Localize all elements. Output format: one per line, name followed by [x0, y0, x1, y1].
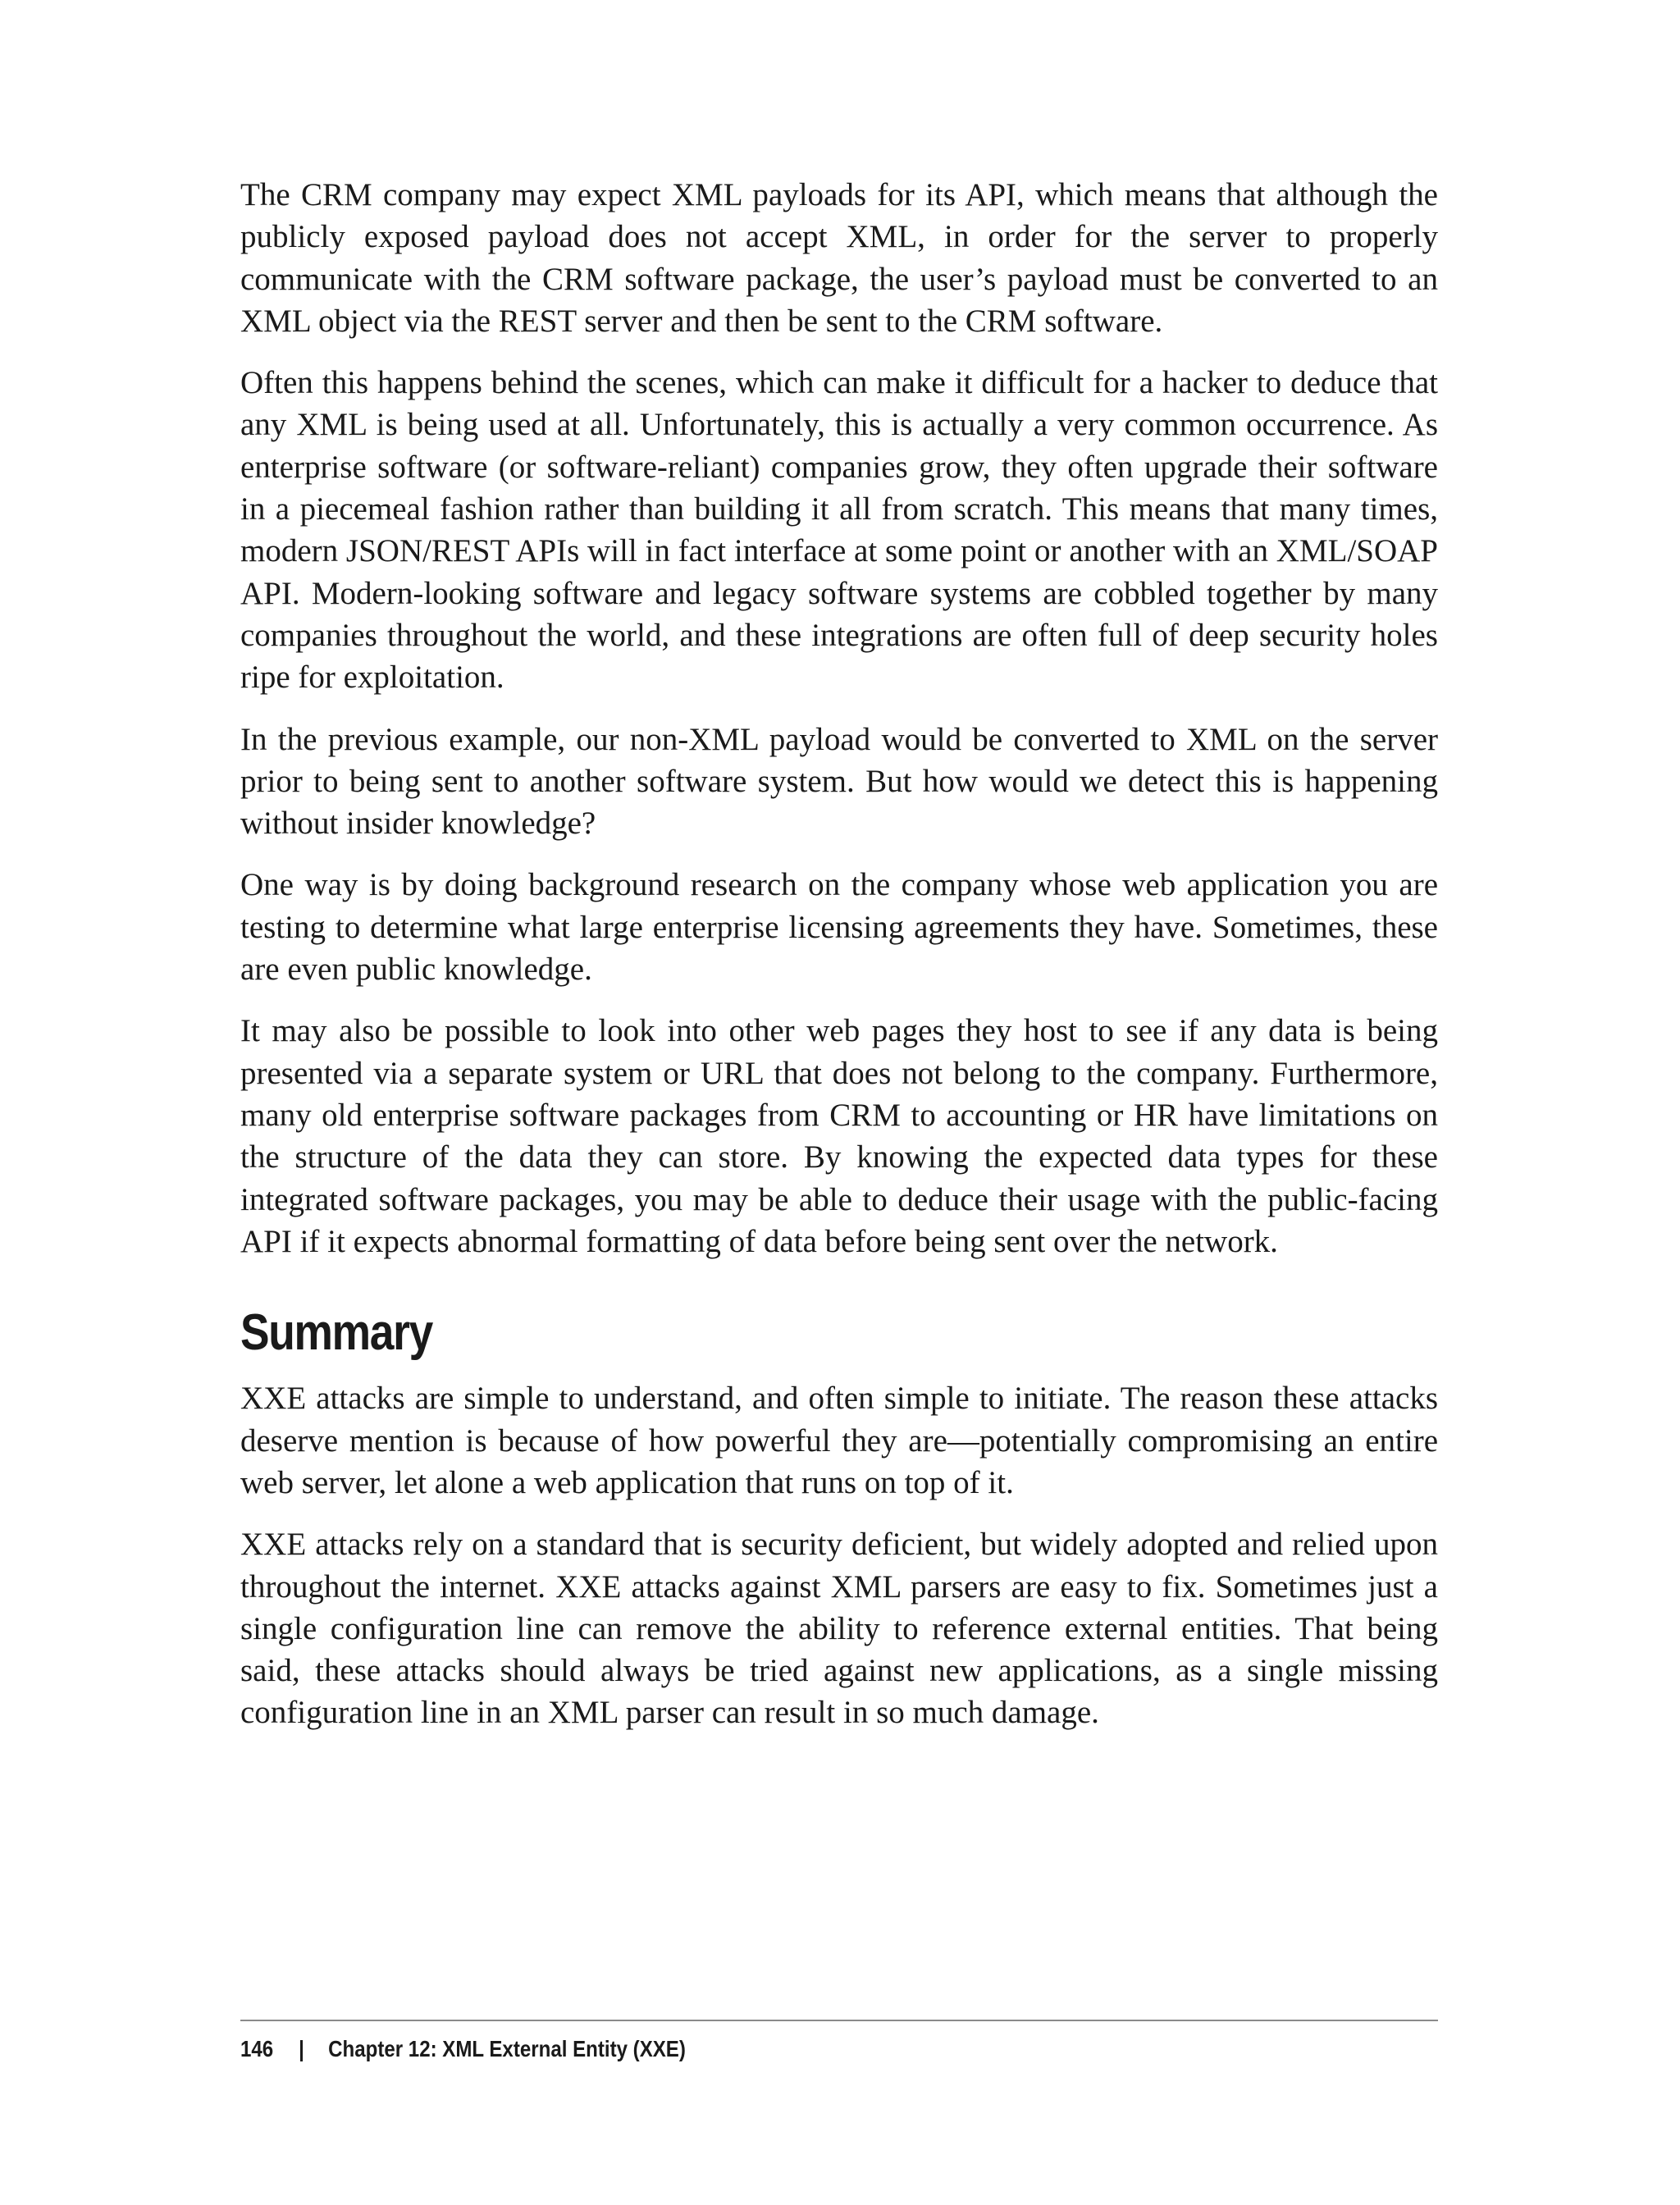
running-footer [240, 2036, 1271, 2062]
chapter-title: Chapter 12: XML External Entity (XXE) [328, 2036, 686, 2061]
body-paragraph: Often this happens behind the scenes, which can make it difficult for a hacker to deduce that any XML is being used at all. Unfortunately, this is actually a very common occurrence. As enterprise software (or software-reliant) companies grow, they often upgrade their software in a piecemeal fashion rather than building it all from scratch. This means that many times, modern JSON/REST APIs will in fact interface at some point or another with an XML/SOAP API. Modern-looking software and legacy software systems are cobbled together by many companies throughout the world, and these integrations are often full of deep security holes ripe for exploitation. [240, 365, 1438, 696]
body-paragraph: In the previous example, our non-XML payload would be converted to XML on the server prior to being sent to another software system. But how would we detect this is happening without insider knowledge? [240, 721, 1438, 842]
body-paragraph: XXE attacks rely on a standard that is security deficient, but widely adopted and relied upon throughout the internet. XXE attacks against XML parsers are easy to fix. Sometimes just a single configuration line can remove the ability to reference external entities. That being said, these attacks should always be tried against new applications, as a single missing configuration line in an XML parser can result in so much damage. [240, 1527, 1438, 1731]
body-paragraph: One way is by doing background research on the company whose web application you are testing to determine what large enterprise licensing agreements they have. Sometimes, these are even public knowledge. [240, 867, 1438, 988]
page-footer [240, 2020, 1438, 2062]
page-number: 146 [240, 2036, 274, 2061]
page-content [240, 174, 1438, 1754]
footer-divider [240, 2020, 1438, 2021]
section-heading: Summary [240, 1304, 432, 1362]
body-paragraph: It may also be possible to look into other web pages they host to see if any data is being presented via a separate system or URL that does not belong to the company. Furthermore, many old enterprise software packages from CRM to accounting or HR have limitations on the structure of the data they can store. By knowing the expected data types for these integrated software packages, you may be able to deduce their usage with the public-facing API if it expects abnormal formatting of data before being sent over the network. [240, 1013, 1438, 1259]
body-paragraph: The CRM company may expect XML payloads for its API, which means that although the publicly exposed payload does not accept XML, in order for the server to properly communicate with the CRM software package, the user’s payload must be converted to an XML object via the REST server and then be sent to the CRM software. [240, 177, 1438, 339]
footer-separator: | [299, 2036, 304, 2061]
body-paragraph: XXE attacks are simple to understand, and often simple to initiate. The reason these attacks deserve mention is because of how powerful they are—potentially compromising an entire web server, let alone a web application that runs on top of it. [240, 1381, 1438, 1500]
